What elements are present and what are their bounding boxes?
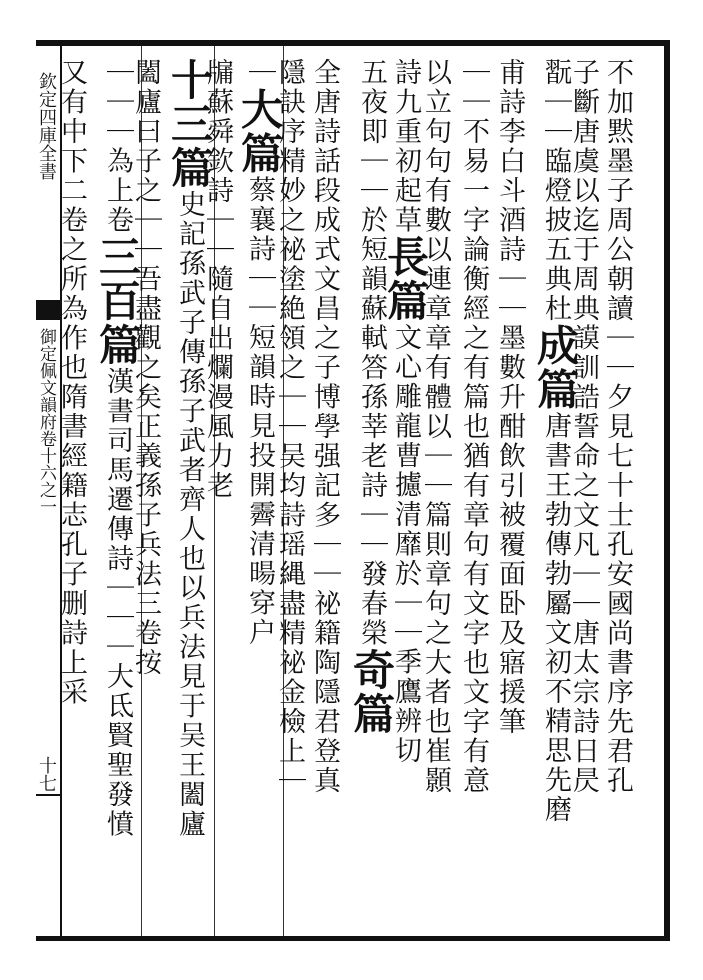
text-column <box>496 58 523 737</box>
column-text: 以立句句有數以連章章有體以｜｜篇則章句之大者也崔顥 <box>420 58 451 796</box>
entry-heading: 成篇 <box>531 323 580 412</box>
text-column <box>347 58 396 736</box>
column-text: 唐書王勃傳勃屬文初不精思先磨 <box>540 411 571 825</box>
column-text: 不加黙墨子周公朝讀｜｜夕見七十士孔安國尚書序先君孔 <box>602 58 633 796</box>
column-text: 蔡襄詩｜｜短韻時見投開霽清暘穿户 <box>244 175 275 648</box>
column-text: 五夜即｜｜ <box>356 58 387 206</box>
text-column <box>460 58 487 796</box>
frame-right-border <box>664 40 670 941</box>
column-text: 全唐詩話段成式文昌之子博學强記多｜｜祕籍陶隱君登真 <box>309 58 340 796</box>
text-column <box>235 58 284 648</box>
page-number: 十七 <box>36 756 57 792</box>
entry-heading: 十三篇 <box>165 58 214 190</box>
text-column <box>422 58 449 796</box>
column-text: ｜ <box>244 58 275 88</box>
frame-bottom-border <box>36 936 670 941</box>
frame-top-border <box>36 40 670 46</box>
column-text: 甫詩李白斗酒詩｜｜墨數升酣飲引被覆面卧及寤援筆 <box>494 58 525 737</box>
entry-heading: 三百篇 <box>93 235 142 367</box>
volume-title: 御定佩文韻府卷十六之一 <box>36 328 56 515</box>
column-text: 詩九重初起草 <box>390 58 421 235</box>
column-text: 又有中下二卷 <box>56 58 87 235</box>
page-number-rule <box>36 794 62 796</box>
text-column <box>58 58 85 707</box>
column-text: 漢書司馬遷傳詩｜｜｜大氐賢聖發憤 <box>102 367 133 839</box>
column-text: 隱訣序精妙之祕塗絶領之｜｜吴均詩瑶縄盡精祕金檢上｜ <box>274 58 305 796</box>
entry-heading: 大篇 <box>235 87 284 176</box>
entry-heading: 長篇 <box>381 235 430 323</box>
column-text: ｜｜｜為上卷 <box>102 58 133 235</box>
text-column <box>93 58 142 839</box>
text-column <box>604 58 631 796</box>
column-text: 之所為作也隋書經籍志孔子删詩上采 <box>56 235 87 707</box>
column-text: 於短韻蘇軾答孫莘老詩｜｜發春榮 <box>356 205 387 648</box>
column-text: 史記孫武子傳孫子武者齊人也以兵法見于吴王闔廬 <box>174 190 205 839</box>
column-text: 翫｜｜臨燈披五典杜 <box>540 58 571 324</box>
column-text: 牖蘇舜欽詩｜｜隨自出爛漫風力老 <box>202 58 233 501</box>
text-column <box>165 58 214 839</box>
column-text: 文心雕龍曹攄清靡於｜｜季鷹辨切 <box>390 323 421 766</box>
column-text: ｜｜不易一字論衡經之有篇也猶有章句有文字也文字有意 <box>458 58 489 796</box>
column-text: 子斷唐虞以迄于周典謨訓誥誓命之文凡｜｜唐太宗詩日昃 <box>568 58 599 796</box>
text-column <box>531 58 580 825</box>
column-text: 闔廬曰子之｜｜吾盡觀之矣正義孫子兵法三卷按 <box>130 58 161 678</box>
entry-heading: 奇篇 <box>347 648 396 736</box>
book-title: 欽定四庫全書 <box>36 72 57 180</box>
text-column <box>311 58 338 796</box>
